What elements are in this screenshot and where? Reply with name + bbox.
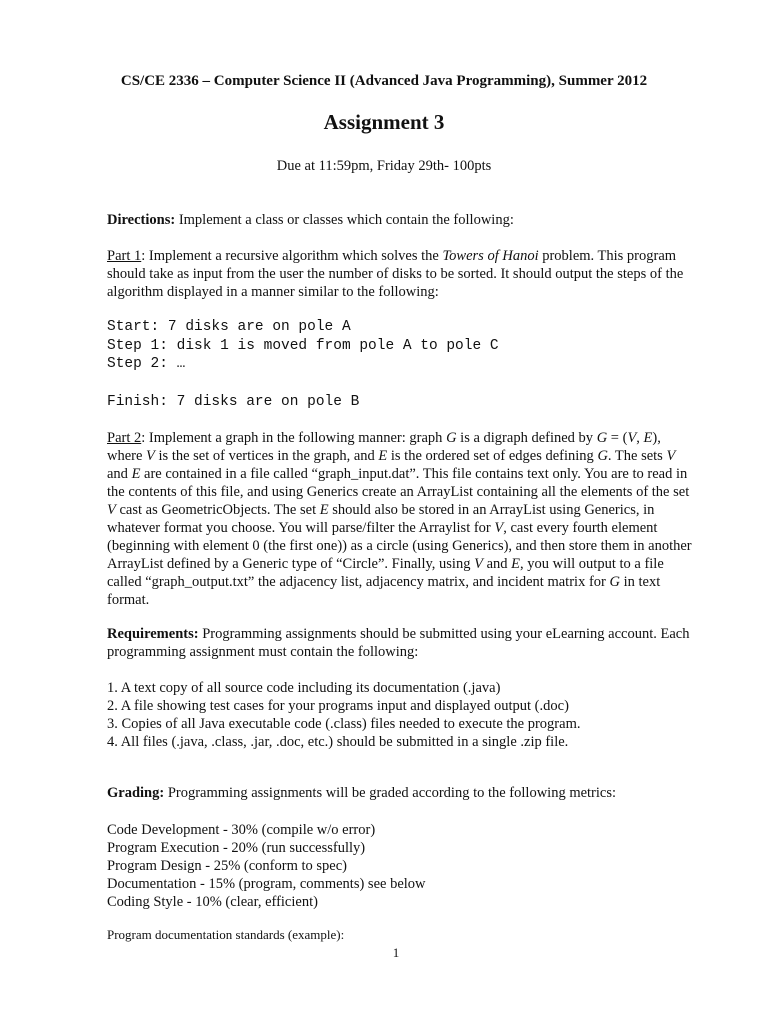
part2-text: = ( bbox=[607, 430, 628, 446]
part2-text: is a digraph defined by bbox=[456, 430, 597, 446]
part1-paragraph bbox=[107, 247, 707, 301]
part2-line10: format. bbox=[107, 592, 150, 608]
towers-of-hanoi-text: Towers of Hanoi bbox=[442, 248, 539, 264]
part2-text: in text bbox=[619, 574, 661, 590]
vertex-var: V bbox=[474, 556, 483, 572]
requirements-item: 2. A file showing test cases for your programs input and displayed output (.doc) bbox=[107, 698, 569, 714]
requirements-line2: programming assignment must contain the following: bbox=[107, 644, 419, 660]
requirements-list bbox=[107, 679, 707, 751]
grading-item: Program Design - 25% (conform to spec) bbox=[107, 858, 347, 874]
edge-var: E bbox=[643, 430, 653, 446]
edge-var: E bbox=[378, 448, 388, 464]
edge-var: E bbox=[319, 502, 329, 518]
part2-line7: (beginning with element 0 (the first one)) as a circle (using Generics), and then store them in another bbox=[107, 538, 692, 554]
grading-item: Documentation - 15% (program, comments) see below bbox=[107, 876, 426, 892]
part2-text: is the ordered set of edges defining bbox=[387, 448, 598, 464]
part2-text: , cast every fourth element bbox=[503, 520, 658, 536]
part2-text: , bbox=[636, 430, 644, 446]
edge-var: E bbox=[131, 466, 141, 482]
grading-item: Program Execution - 20% (run successfully) bbox=[107, 840, 366, 856]
grading-list bbox=[107, 821, 707, 911]
vertex-var: V bbox=[666, 448, 676, 464]
course-heading: CS/CE 2336 – Computer Science II (Advanced Java Programming), Summer 2012 bbox=[120, 73, 648, 89]
directions-paragraph bbox=[107, 211, 707, 229]
part2-text: ArrayList defined by a Generic type of “Circle”. Finally, using bbox=[107, 556, 475, 572]
part2-line4: the contents of this file, and using Generics create an ArrayList containing all the elements of the set bbox=[107, 484, 690, 500]
part2-label: Part 2 bbox=[107, 430, 142, 446]
part1-line2: should take as input from the user the number of disks to be sorted. It should output the steps of the bbox=[107, 266, 684, 282]
requirements-label: Requirements: bbox=[107, 626, 199, 642]
requirements-text: Programming assignments should be submitted using your eLearning account. Each bbox=[198, 626, 690, 642]
part1-label: Part 1 bbox=[107, 248, 142, 264]
directions-label: Directions: bbox=[107, 212, 176, 228]
part2-text: , you will output to a file bbox=[520, 556, 664, 572]
grading-paragraph bbox=[107, 784, 707, 802]
assignment-title: Assignment 3 bbox=[323, 110, 445, 134]
part2-text: are contained in a file called “graph_input.dat”. This file contains text only. You are to read in bbox=[140, 466, 688, 482]
directions-text: Implement a class or classes which contain the following: bbox=[175, 212, 514, 228]
requirements-item: 3. Copies of all Java executable code (.class) files needed to execute the program. bbox=[107, 716, 581, 732]
part2-paragraph bbox=[107, 429, 707, 609]
part2-text: and bbox=[482, 556, 512, 572]
vertex-var: V bbox=[627, 430, 637, 446]
sample-output-start: Start: 7 disks are on pole A bbox=[107, 319, 351, 335]
part2-text: . The sets bbox=[607, 448, 667, 464]
grading-item: Coding Style - 10% (clear, efficient) bbox=[107, 894, 318, 910]
requirements-item: 1. A text copy of all source code including its documentation (.java) bbox=[107, 680, 501, 696]
sample-output-step2: Step 2: … bbox=[107, 356, 186, 372]
part2-text: ), bbox=[652, 430, 661, 446]
part2-text: where bbox=[107, 448, 147, 464]
grading-item: Code Development - 30% (compile w/o error) bbox=[107, 822, 376, 838]
vertex-var: V bbox=[494, 520, 504, 536]
grading-label: Grading: bbox=[107, 785, 165, 801]
due-date: Due at 11:59pm, Friday 29th- 100pts bbox=[276, 158, 492, 174]
graph-var: G bbox=[609, 574, 620, 590]
vertex-var: V bbox=[146, 448, 155, 464]
requirements-paragraph bbox=[107, 625, 707, 661]
edge-var: E bbox=[511, 556, 520, 572]
part2-text: should also be stored in an ArrayList using Generics, in bbox=[328, 502, 655, 518]
part2-text: and bbox=[107, 466, 132, 482]
part2-text: called “graph_output.txt” the adjacency list, adjacency matrix, and incident matrix for bbox=[107, 574, 610, 590]
part2-text: is the set of vertices in the graph, and bbox=[154, 448, 379, 464]
part1-line3: algorithm displayed in a manner similar to the following: bbox=[107, 284, 439, 300]
sample-output-step1: Step 1: disk 1 is moved from pole A to pole C bbox=[107, 338, 499, 354]
documentation-standards-note: Program documentation standards (example): bbox=[107, 927, 345, 942]
page-number: 1 bbox=[392, 945, 400, 960]
vertex-var: V bbox=[107, 502, 116, 518]
part2-text: : Implement a graph in the following manner: graph bbox=[141, 430, 447, 446]
grading-text: Programming assignments will be graded according to the following metrics: bbox=[164, 785, 617, 801]
graph-var: G bbox=[596, 430, 608, 446]
part2-text: cast as GeometricObjects. The set bbox=[115, 502, 320, 518]
sample-output-finish: Finish: 7 disks are on pole B bbox=[107, 394, 360, 410]
part1-text: problem. This program bbox=[538, 248, 677, 264]
graph-var: G bbox=[597, 448, 608, 464]
requirements-item: 4. All files (.java, .class, .jar, .doc, etc.) should be submitted in a single .zip file. bbox=[107, 734, 569, 750]
part1-text: : Implement a recursive algorithm which solves the bbox=[141, 248, 443, 264]
graph-var: G bbox=[446, 430, 457, 446]
part2-text: whatever format you choose. You will parse/filter the Arraylist for bbox=[107, 520, 495, 536]
